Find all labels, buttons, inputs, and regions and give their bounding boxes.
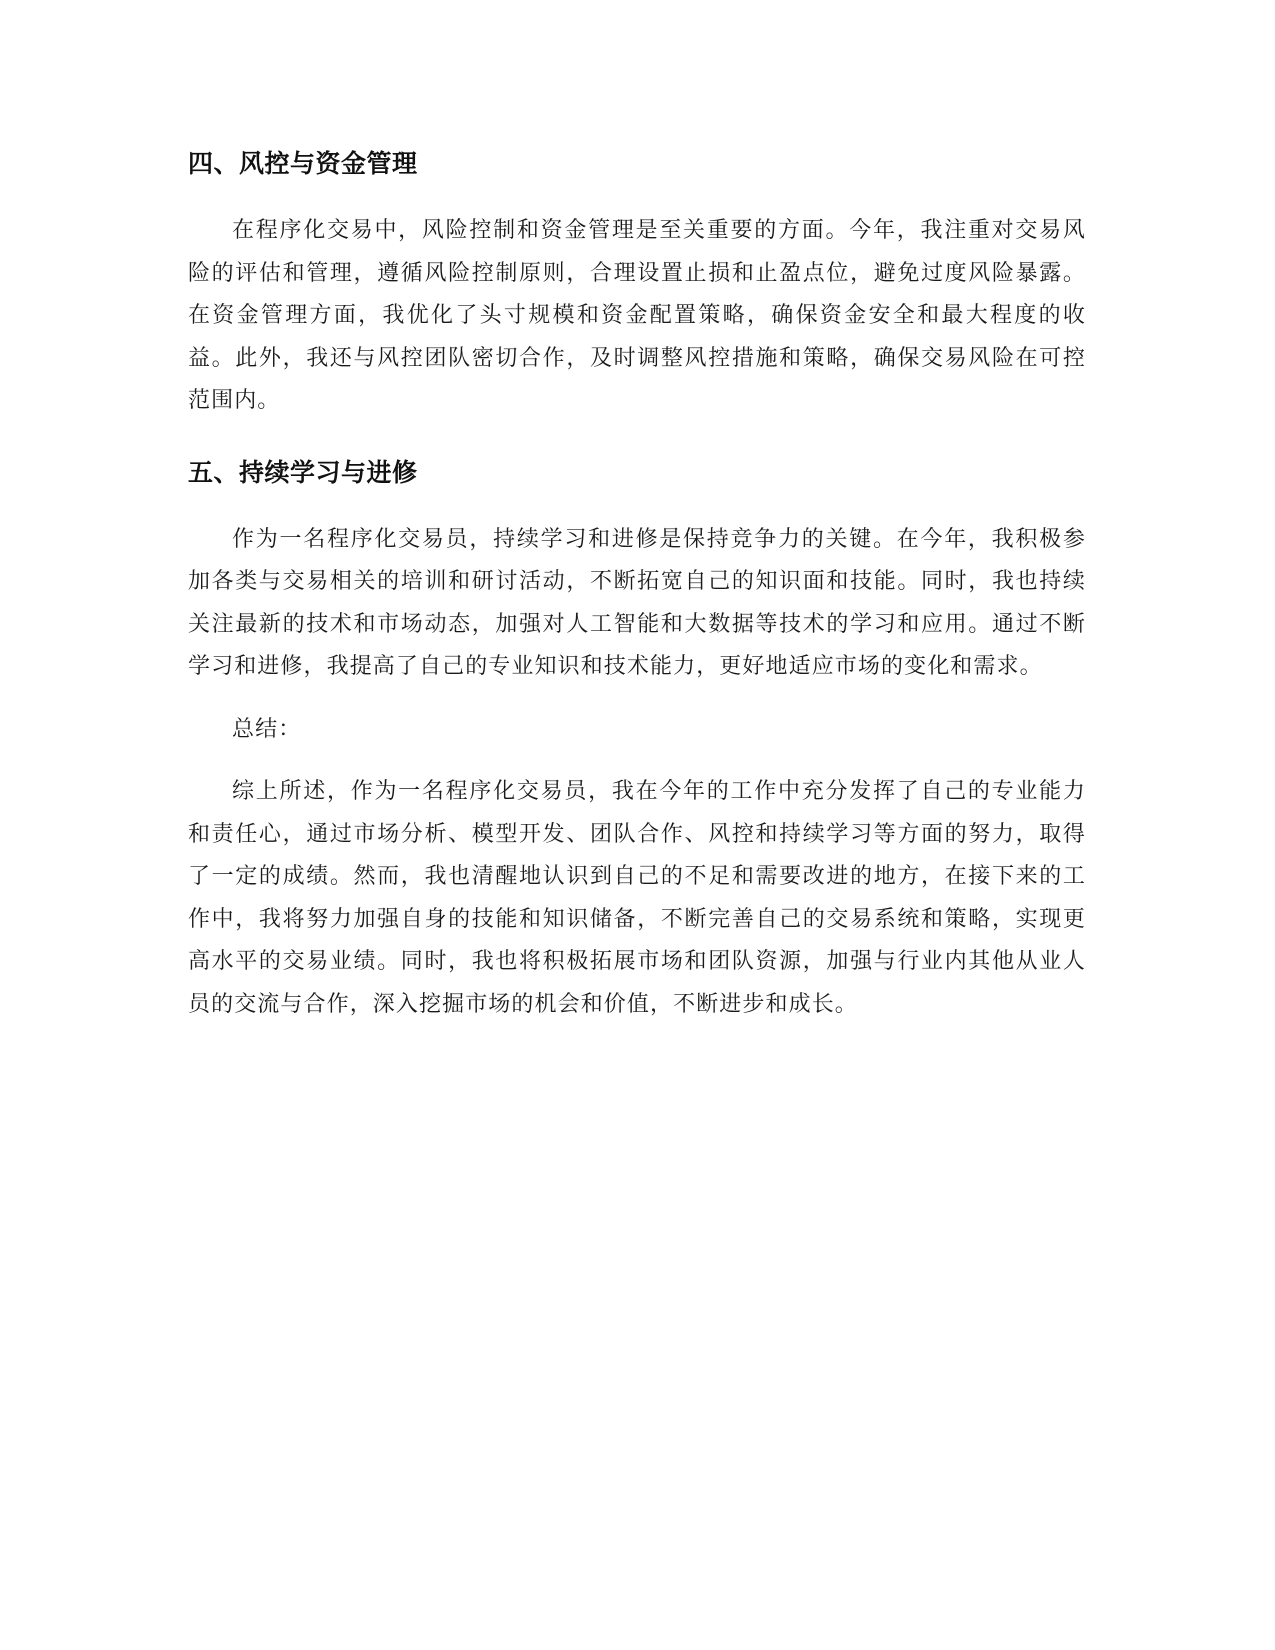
section-paragraph-continuous-learning: 作为一名程序化交易员，持续学习和进修是保持竞争力的关键。在今年，我积极参加各类与交易相关的培训和研讨活动，不断拓宽自己的知识面和技能。同时，我也持续关注最新的技术和市场动态，加强对人工智能和大数据等技术的学习和应用。通过不断学习和进修，我提高了自己的专业知识和技术能力，更好地适应市场的变化和需求。 [188,526,1086,679]
section-paragraph-risk-control: 在程序化交易中，风险控制和资金管理是至关重要的方面。今年，我注重对交易风险的评估和管理，遵循风险控制原则，合理设置止损和止盈点位，避免过度风险暴露。在资金管理方面，我优化了头寸规模和资金配置策略，确保资金安全和最大程度的收益。此外，我还与风控团队密切合作，及时调整风控措施和策略，确保交易风险在可控范围内。 [188,218,1086,413]
summary-paragraph: 综上所述，作为一名程序化交易员，我在今年的工作中充分发挥了自己的专业能力和责任心，通过市场分析、模型开发、团队合作、风控和持续学习等方面的努力，取得了一定的成绩。然而，我也清醒地认识到自己的不足和需要改进的地方，在接下来的工作中，我将努力加强自身的技能和知识储备，不断完善自己的交易系统和策略，实现更高水平的交易业绩。同时，我也将积极拓展市场和团队资源，加强与行业内其他从业人员的交流与合作，深入挖掘市场的机会和价值，不断进步和成长。 [188,779,1086,1017]
summary-label: 总结： [232,716,302,742]
section-heading-risk-control: 四、风控与资金管理 [188,149,418,178]
document-body [188,146,1086,1026]
section-heading-continuous-learning: 五、持续学习与进修 [188,457,418,487]
